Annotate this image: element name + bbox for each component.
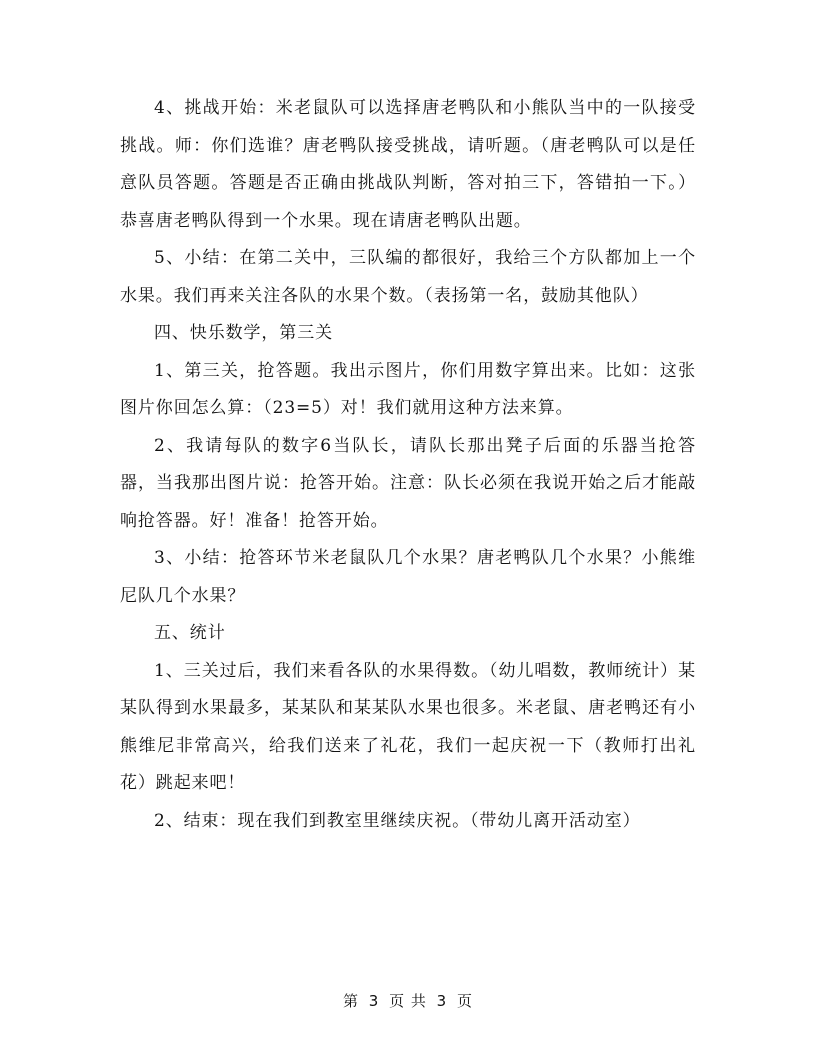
- footer-current-page: 3: [368, 992, 380, 1010]
- footer-middle: 页 共: [389, 992, 427, 1010]
- paragraph-summary-quick-answer: 3、小结：抢答环节米老鼠队几个水果？唐老鸭队几个水果？小熊维尼队几个水果？: [120, 548, 696, 606]
- paragraph-team-captain: 2、我请每队的数字6当队长，请队长那出凳子后面的乐器当抢答器，当我那出图片说：抢答开始。注意：队长必须在我说开始之后才能敲响抢答器。好！准备！抢答开始。: [120, 435, 696, 531]
- page-footer: [0, 990, 816, 1011]
- footer-suffix: 页: [457, 992, 474, 1010]
- section-heading-statistics: 五、统计: [154, 623, 226, 643]
- document-body: [120, 90, 696, 840]
- paragraph-ending: 2、结束：现在我们到教室里继续庆祝。（带幼儿离开活动室）: [154, 810, 641, 831]
- paragraph-statistics: 1、三关过后，我们来看各队的水果得数。（幼儿唱数，教师统计）某某队得到水果最多，某某队和某某队水果也很多。米老鼠、唐老鸭还有小熊维尼非常高兴，给我们送来了礼花，我们一起庆祝一下（教师打出礼花）跳起来吧！: [120, 660, 696, 793]
- paragraph-challenge-start: 4、挑战开始：米老鼠队可以选择唐老鸭队和小熊队当中的一队接受挑战。师：你们选谁？唐老鸭队接受挑战，请听题。（唐老鸭队可以是任意队员答题。答题是否正确由挑战队判断，答对拍三下，答错拍一下。）恭喜唐老鸭队得到一个水果。现在请唐老鸭队出题。: [120, 98, 696, 231]
- paragraph-quick-answer: 1、第三关，抢答题。我出示图片，你们用数字算出来。比如：这张图片你回怎么算：（23=5）对！我们就用这种方法来算。: [120, 360, 696, 418]
- paragraph-summary-level-two: 5、小结：在第二关中，三队编的都很好，我给三个方队都加上一个水果。我们再来关注各队的水果个数。（表扬第一名，鼓励其他队）: [120, 248, 696, 306]
- section-heading-level-three: 四、快乐数学，第三关: [154, 323, 333, 343]
- footer-total-pages: 3: [436, 992, 448, 1010]
- footer-prefix: 第: [342, 992, 359, 1010]
